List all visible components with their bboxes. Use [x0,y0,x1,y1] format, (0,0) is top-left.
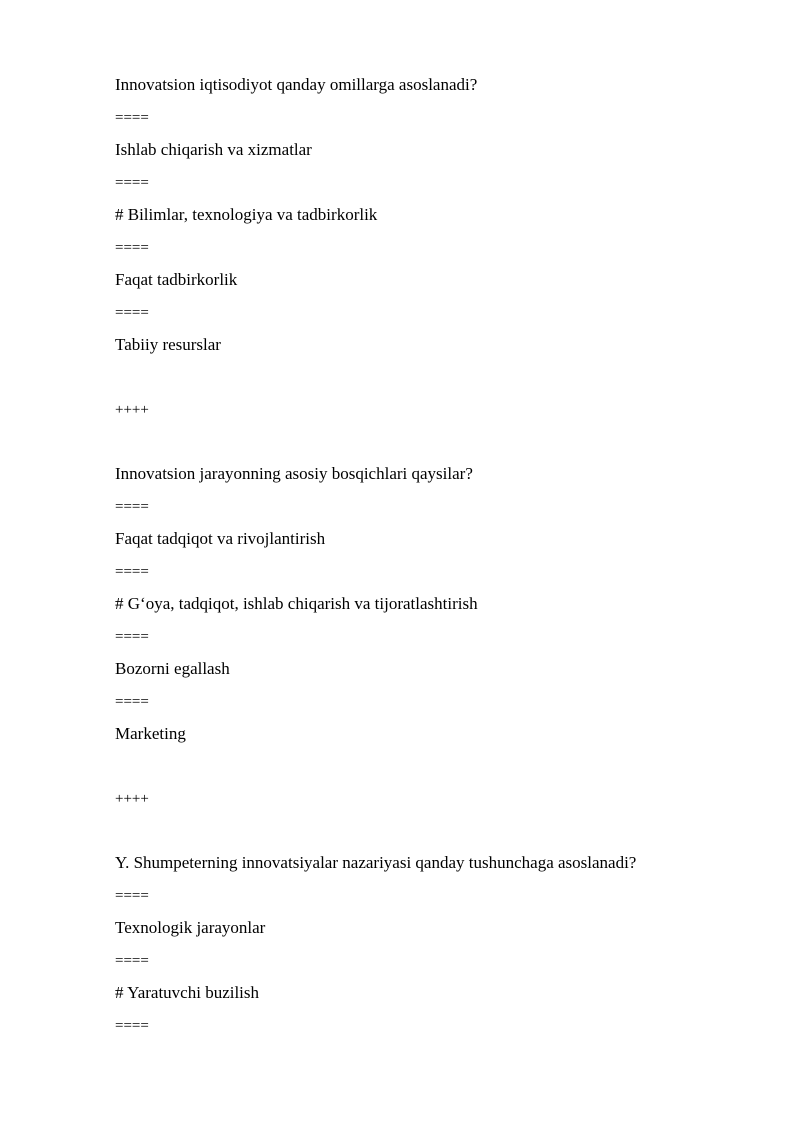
option-separator: ==== [115,563,149,580]
blank-line [115,756,755,788]
option-separator: ==== [115,693,149,710]
answer-option: Faqat tadqiqot va rivojlantirish [115,529,326,548]
question-text: Y. Shumpeterning innovatsiyalar nazariyasi qanday tushunchaga asoslanadi? [115,853,637,872]
question-end-marker: ++++ [115,790,149,807]
answer-option: Tabiiy resurslar [115,335,221,354]
option-separator: ==== [115,109,149,126]
option-separator: ==== [115,174,149,191]
option-separator: ==== [115,628,149,645]
answer-option: Ishlab chiqarish va xizmatlar [115,140,312,159]
blank-line [115,367,755,399]
answer-option: Marketing [115,724,186,743]
blank-line [115,820,755,852]
option-separator: ==== [115,1017,149,1034]
question-text: Innovatsion iqtisodiyot qanday omillarga asoslanadi? [115,75,478,94]
answer-option: Faqat tadbirkorlik [115,270,238,289]
answer-option-correct: # G‘oya, tadqiqot, ishlab chiqarish va tijoratlashtirish [115,594,478,613]
option-separator: ==== [115,304,149,321]
answer-option: Texnologik jarayonlar [115,918,266,937]
answer-option-correct: # Yaratuvchi buzilish [115,983,260,1002]
option-separator: ==== [115,498,149,515]
answer-option: Bozorni egallash [115,659,230,678]
option-separator: ==== [115,952,149,969]
answer-option-correct: # Bilimlar, texnologiya va tadbirkorlik [115,205,378,224]
option-separator: ==== [115,887,149,904]
blank-line [115,431,755,463]
option-separator: ==== [115,239,149,256]
document-body [115,74,755,1047]
question-text: Innovatsion jarayonning asosiy bosqichlari qaysilar? [115,464,473,483]
question-end-marker: ++++ [115,401,149,418]
